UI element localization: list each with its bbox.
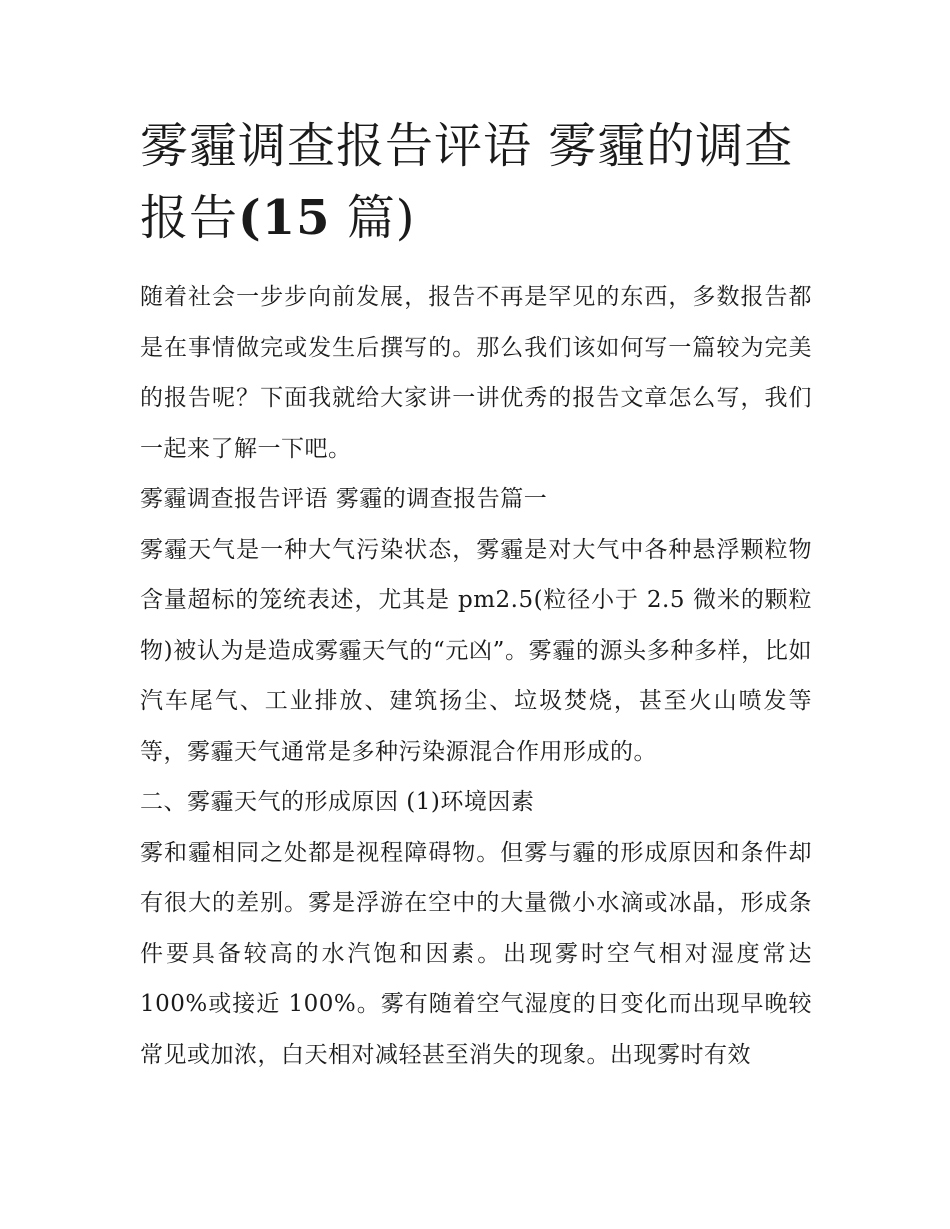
title-count: (15	[238, 190, 331, 246]
body-paragraph-1: 雾霾天气是一种大气污染状态，雾霾是对大气中各种悬浮颗粒物含量超标的笼统表述，尤其是 pm2.5(粒径小于 2.5 微米的颗粒物)被认为是造成雾霾天气的“元凶”。雾霾的源头多种多样，比如汽车尾气、工业排放、建筑扬尘、垃圾焚烧，甚至火山喷发等等，雾霾天气通常是多种污染源混合作用形成的。	[140, 536, 812, 765]
intro-paragraph: 随着社会一步步向前发展，报告不再是罕见的东西，多数报告都是在事情做完或发生后撰写的。那么我们该如何写一篇较为完美的报告呢？下面我就给大家讲一讲优秀的报告文章怎么写，我们一起来了解一下吧。	[140, 284, 812, 462]
title-text: 雾霾调查报告评语 雾霾的调查报告	[140, 118, 794, 246]
section-heading-1: 雾霾调查报告评语 雾霾的调查报告篇一	[140, 486, 548, 512]
title-suffix: 篇)	[330, 190, 416, 246]
document-page	[140, 110, 812, 1080]
document-title	[140, 110, 812, 254]
body-paragraph-2: 雾和霾相同之处都是视程障碍物。但雾与霾的形成原因和条件却有很大的差别。雾是浮游在空中的大量微小水滴或冰晶，形成条件要具备较高的水汽饱和因素。出现雾时空气相对湿度常达 100%或接近 100%。雾有随着空气湿度的日变化而出现早晚较常见或加浓，白天相对减轻甚至消失的现象。出现雾时有效	[140, 839, 812, 1068]
section-heading-2: 二、雾霾天气的形成原因 (1)环境因素	[140, 789, 535, 815]
